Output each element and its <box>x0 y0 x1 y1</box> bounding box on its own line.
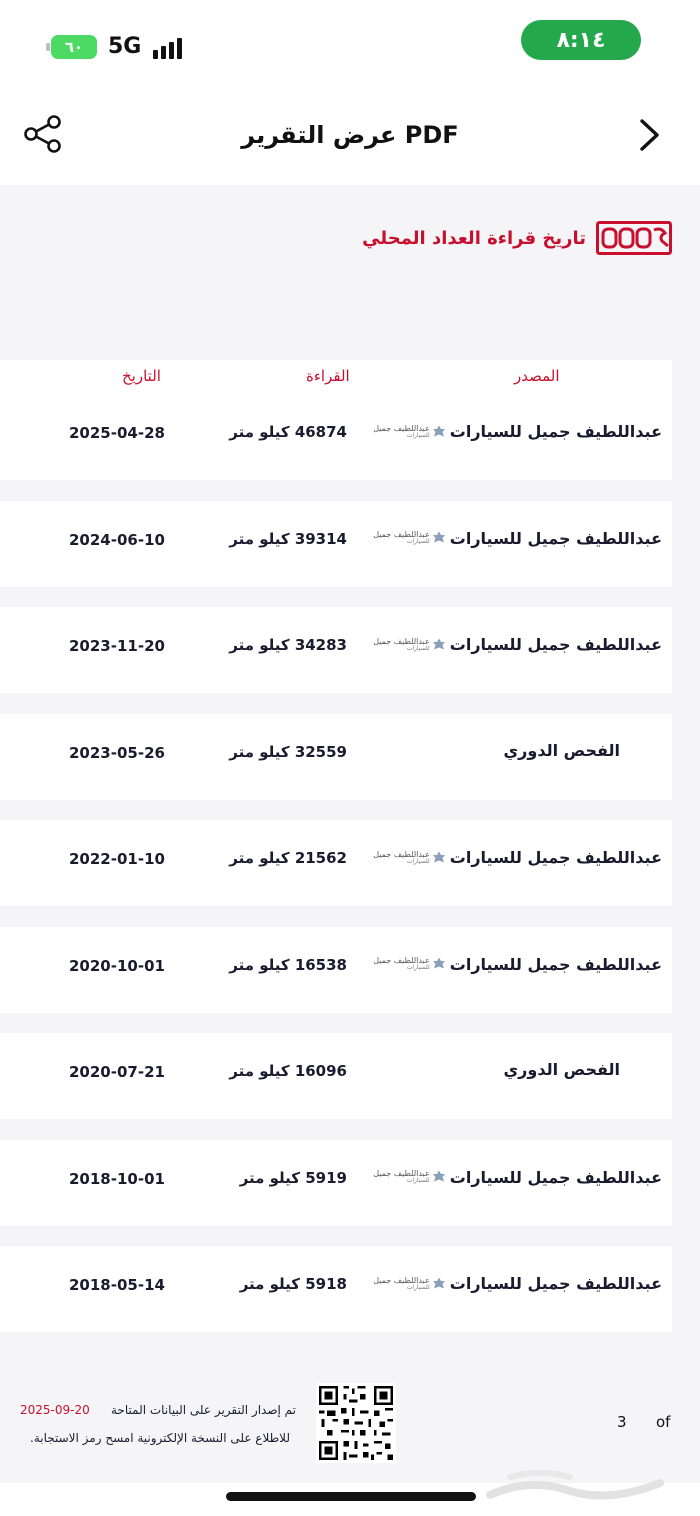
row-date: 2018-10-01 <box>69 1169 165 1188</box>
dealer-logo-text: عبداللطيف جميل <box>373 423 430 433</box>
table-row <box>0 607 672 693</box>
battery-indicator <box>51 35 97 59</box>
row-reading: 32559 كيلو متر <box>229 742 347 761</box>
table-row <box>0 501 672 587</box>
row-source-name: عبداللطيف جميل للسيارات <box>449 848 662 867</box>
row-source <box>373 955 662 974</box>
row-source-name: عبداللطيف جميل للسيارات <box>449 422 662 441</box>
qr-code[interactable] <box>316 1383 396 1463</box>
dealer-logo-text: عبداللطيف جميل <box>373 956 430 965</box>
table-row <box>0 1246 672 1332</box>
table-row <box>0 820 672 906</box>
header-source: المصدر <box>514 367 560 385</box>
dealer-logo-sub: للسيارات <box>406 857 430 865</box>
header-reading: القراءة <box>306 367 350 385</box>
dealer-logo-text: عبداللطيف جميل <box>373 1169 430 1178</box>
battery-level: ٦٠ <box>64 38 84 56</box>
row-reading: 16538 كيلو متر <box>229 955 347 974</box>
dealer-logo-sub: للسيارات <box>406 644 430 652</box>
network-type: 5G <box>108 34 142 59</box>
dealer-logo-sub: للسيارات <box>406 1283 430 1291</box>
dealer-logo-icon <box>432 1170 446 1184</box>
dealer-logo <box>373 957 446 971</box>
page-title: عرض التقرير PDF <box>241 121 459 149</box>
clock-pill[interactable] <box>521 20 641 60</box>
row-reading: 34283 كيلو متر <box>229 636 347 654</box>
row-reading: 5918 كيلو متر <box>239 1275 347 1293</box>
dealer-logo <box>373 425 446 439</box>
row-reading: 5919 كيلو متر <box>239 1168 347 1187</box>
row-date: 2023-05-26 <box>69 743 165 762</box>
odometer-icon <box>596 221 672 255</box>
row-date: 2020-07-21 <box>69 1063 165 1081</box>
row-date: 2022-01-10 <box>69 850 165 868</box>
row-source-name: عبداللطيف جميل للسيارات <box>449 1274 662 1293</box>
dealer-logo-sub: للسيارات <box>406 1177 430 1184</box>
header-date: التاريخ <box>122 367 161 385</box>
dealer-logo-icon <box>432 425 446 439</box>
table-row <box>0 927 672 1013</box>
dealer-logo-text: عبداللطيف جميل <box>373 1275 430 1285</box>
watermark-logo <box>470 1455 690 1515</box>
row-source-name: الفحص الدوري <box>503 1060 620 1079</box>
row-source-name: عبداللطيف جميل للسيارات <box>449 954 662 974</box>
row-source-name: عبداللطيف جميل للسيارات <box>449 528 662 548</box>
row-reading: 16096 كيلو متر <box>229 1062 347 1080</box>
row-reading: 39314 كيلو متر <box>229 529 347 548</box>
dealer-logo-sub: للسيارات <box>406 538 430 545</box>
issued-date: 2025-09-20 <box>20 1403 90 1417</box>
row-date: 2025-04-28 <box>69 424 165 442</box>
row-reading: 46874 كيلو متر <box>229 423 347 441</box>
table-header <box>0 360 672 398</box>
row-source <box>373 635 662 654</box>
dealer-logo-icon <box>432 957 446 971</box>
row-date: 2023-11-20 <box>69 637 165 655</box>
dealer-logo-text: عبداللطيف جميل <box>373 849 430 859</box>
dealer-logo-text: عبداللطيف جميل <box>373 530 430 539</box>
page-of-label: of <box>656 1413 671 1431</box>
dealer-logo <box>373 1170 446 1184</box>
dealer-logo <box>373 638 446 652</box>
dealer-logo <box>373 1277 446 1291</box>
signal-icon <box>153 37 182 59</box>
section-header <box>362 221 672 255</box>
home-indicator[interactable] <box>226 1492 476 1501</box>
dealer-logo-icon <box>432 851 446 865</box>
row-source <box>373 529 662 548</box>
dealer-logo-sub: للسيارات <box>406 964 430 971</box>
dealer-logo-icon <box>432 638 446 652</box>
row-source <box>373 848 662 867</box>
dealer-logo-icon <box>432 531 446 545</box>
row-source-name: الفحص الدوري <box>503 740 620 760</box>
table-row <box>0 714 672 800</box>
row-date: 2018-05-14 <box>69 1276 165 1294</box>
dealer-logo-icon <box>432 1277 446 1291</box>
table-row <box>0 1033 672 1119</box>
row-source <box>373 422 662 441</box>
back-button[interactable] <box>632 115 668 155</box>
table-row <box>0 1140 672 1226</box>
clock-time: ٨:١٤ <box>556 27 606 53</box>
page-number: 3 <box>617 1413 627 1431</box>
section-title: تاريخ قراءة العداد المحلي <box>362 227 586 249</box>
table-row <box>0 394 672 480</box>
dealer-logo <box>373 531 446 545</box>
row-date: 2024-06-10 <box>69 530 165 549</box>
row-reading: 21562 كيلو متر <box>229 849 347 867</box>
status-bar <box>0 0 700 95</box>
row-date: 2020-10-01 <box>69 956 165 975</box>
row-source-name: عبداللطيف جميل للسيارات <box>449 1167 662 1187</box>
scan-instructions: للاطلاع على النسخة الإلكترونية امسح رمز الاستجابة. <box>30 1431 290 1445</box>
dealer-logo-text: عبداللطيف جميل <box>373 636 430 646</box>
navigation-bar <box>0 95 700 185</box>
row-source <box>373 1274 662 1293</box>
chevron-right-icon <box>632 115 668 155</box>
issued-text: تم إصدار التقرير على البيانات المتاحة <box>111 1403 296 1417</box>
dealer-logo-sub: للسيارات <box>406 431 430 439</box>
pdf-document[interactable] <box>0 185 700 1483</box>
row-source-name: عبداللطيف جميل للسيارات <box>449 635 662 654</box>
dealer-logo <box>373 851 446 865</box>
row-source <box>373 1168 662 1187</box>
